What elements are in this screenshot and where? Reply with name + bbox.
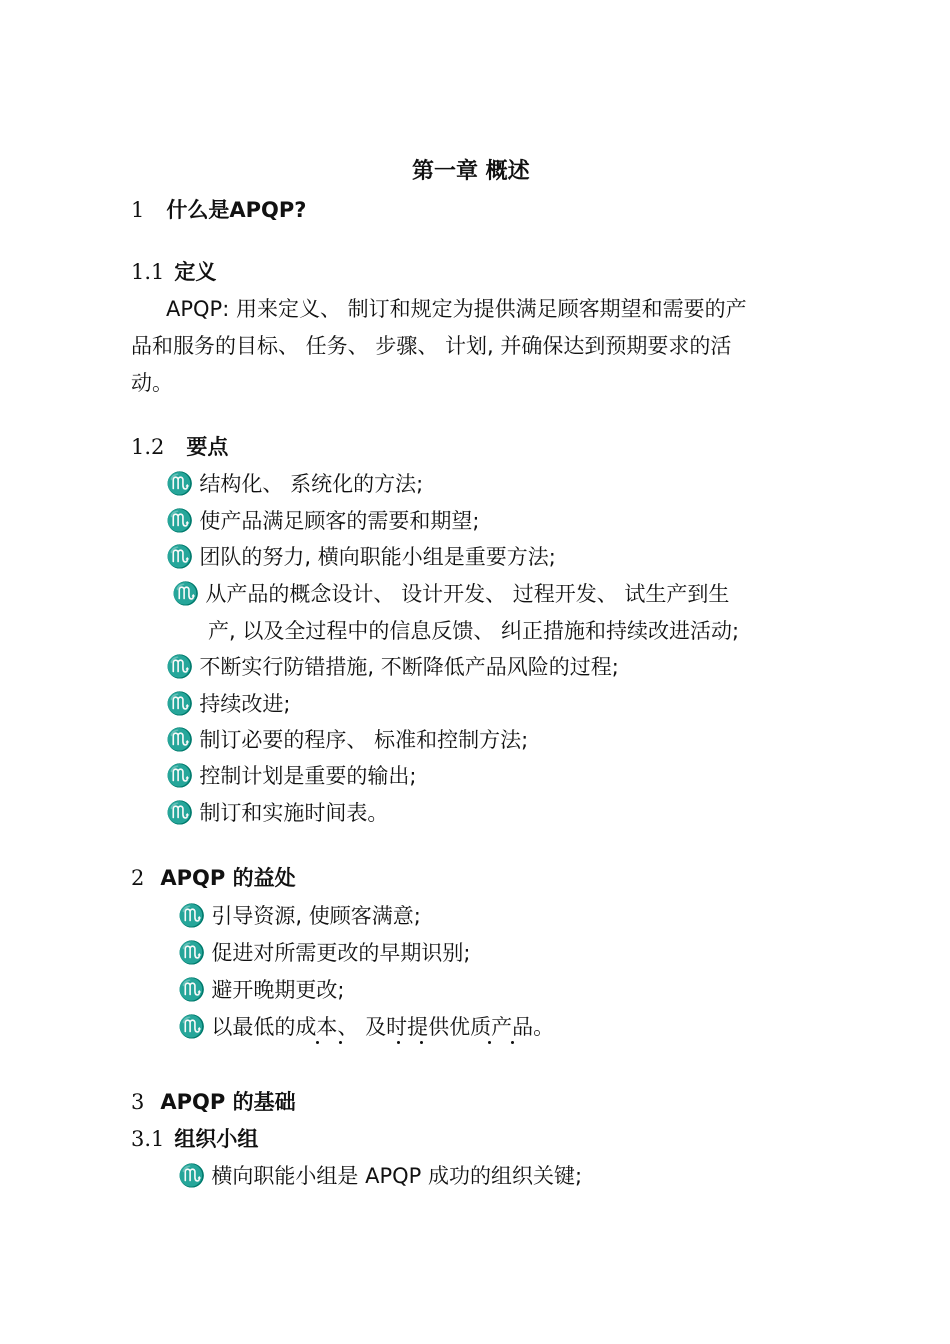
bullet-icon: ♏ bbox=[166, 727, 194, 753]
definition-line-1: APQP: 用来定义、 制订和规定为提供满足顾客期望和需要的产 bbox=[166, 297, 747, 321]
section-3-title: APQP 的基础 bbox=[160, 1090, 296, 1114]
emphasis-dot bbox=[511, 1041, 514, 1044]
list-item bbox=[166, 653, 619, 681]
list-item bbox=[166, 690, 290, 718]
section-1-heading bbox=[131, 196, 306, 224]
list-item bbox=[178, 976, 344, 1004]
list-item-text: 从产品的概念设计、 设计开发、 过程开发、 试生产到生 bbox=[205, 582, 730, 606]
list-item-text: 避开晚期更改; bbox=[211, 978, 345, 1002]
section-1-title: 什么是APQP? bbox=[166, 198, 307, 222]
bullet-icon: ♏ bbox=[178, 977, 206, 1003]
section-3-number: 3 bbox=[131, 1090, 145, 1114]
list-item bbox=[178, 1162, 582, 1190]
section-3-1-number: 3.1 bbox=[131, 1127, 165, 1151]
bullet-icon: ♏ bbox=[178, 903, 206, 929]
section-1-2-heading bbox=[131, 433, 228, 461]
list-item-text: 以最低的成本、 及时提供优质产品。 bbox=[211, 1015, 555, 1039]
list-item-text: 制订必要的程序、 标准和控制方法; bbox=[199, 728, 529, 752]
list-item bbox=[178, 902, 421, 930]
section-2-heading bbox=[131, 864, 296, 892]
section-3-1-title: 组织小组 bbox=[174, 1127, 259, 1151]
list-item bbox=[166, 762, 416, 790]
section-2-title: APQP 的益处 bbox=[160, 866, 296, 890]
list-item-text: 横向职能小组是 APQP 成功的组织关键; bbox=[211, 1164, 583, 1188]
list-item-text: 团队的努力, 横向职能小组是重要方法; bbox=[199, 545, 556, 569]
list-item bbox=[178, 939, 470, 967]
emphasis-dot bbox=[488, 1041, 491, 1044]
emphasis-dot bbox=[420, 1041, 423, 1044]
chapter-title: 第一章 概述 bbox=[412, 159, 530, 184]
bullet-icon: ♏ bbox=[166, 763, 194, 789]
list-item-text: 控制计划是重要的输出; bbox=[199, 764, 417, 788]
section-1-2-number: 1.2 bbox=[131, 435, 165, 459]
list-item-text: 不断实行防错措施, 不断降低产品风险的过程; bbox=[199, 655, 619, 679]
section-1-1-heading bbox=[131, 258, 216, 286]
bullet-icon: ♏ bbox=[178, 940, 206, 966]
bullet-icon: ♏ bbox=[178, 1163, 206, 1189]
section-1-2-title: 要点 bbox=[186, 435, 229, 459]
section-1-1-title: 定义 bbox=[174, 260, 217, 284]
emphasis-dot bbox=[339, 1041, 342, 1044]
section-2-number: 2 bbox=[131, 866, 145, 890]
list-item-continuation: 产, 以及全过程中的信息反馈、 纠正措施和持续改进活动; bbox=[208, 619, 740, 643]
list-item bbox=[172, 580, 729, 608]
list-item bbox=[166, 543, 556, 571]
bullet-icon: ♏ bbox=[166, 800, 194, 826]
bullet-icon: ♏ bbox=[166, 471, 194, 497]
list-item-text: 制订和实施时间表。 bbox=[199, 801, 389, 825]
list-item-text: 使产品满足顾客的需要和期望; bbox=[199, 509, 480, 533]
emphasis-dot bbox=[316, 1041, 319, 1044]
list-item bbox=[166, 507, 479, 535]
list-item-text: 持续改进; bbox=[199, 692, 291, 716]
list-item bbox=[178, 1013, 554, 1041]
list-item-text: 引导资源, 使顾客满意; bbox=[211, 904, 421, 928]
bullet-icon: ♏ bbox=[172, 581, 200, 607]
bullet-icon: ♏ bbox=[178, 1014, 206, 1040]
emphasis-dot bbox=[397, 1041, 400, 1044]
list-item-text: 促进对所需更改的早期识别; bbox=[211, 941, 471, 965]
section-1-number: 1 bbox=[131, 198, 145, 222]
section-3-1-heading bbox=[131, 1125, 258, 1153]
list-item bbox=[166, 470, 423, 498]
definition-line-2: 品和服务的目标、 任务、 步骤、 计划, 并确保达到预期要求的活 bbox=[131, 334, 732, 358]
bullet-icon: ♏ bbox=[166, 654, 194, 680]
section-1-1-number: 1.1 bbox=[131, 260, 165, 284]
list-item bbox=[166, 726, 528, 754]
bullet-icon: ♏ bbox=[166, 691, 194, 717]
bullet-icon: ♏ bbox=[166, 544, 194, 570]
definition-line-3: 动。 bbox=[131, 371, 173, 395]
list-item bbox=[166, 799, 388, 827]
section-3-heading bbox=[131, 1088, 296, 1116]
list-item-text: 结构化、 系统化的方法; bbox=[199, 472, 424, 496]
bullet-icon: ♏ bbox=[166, 508, 194, 534]
